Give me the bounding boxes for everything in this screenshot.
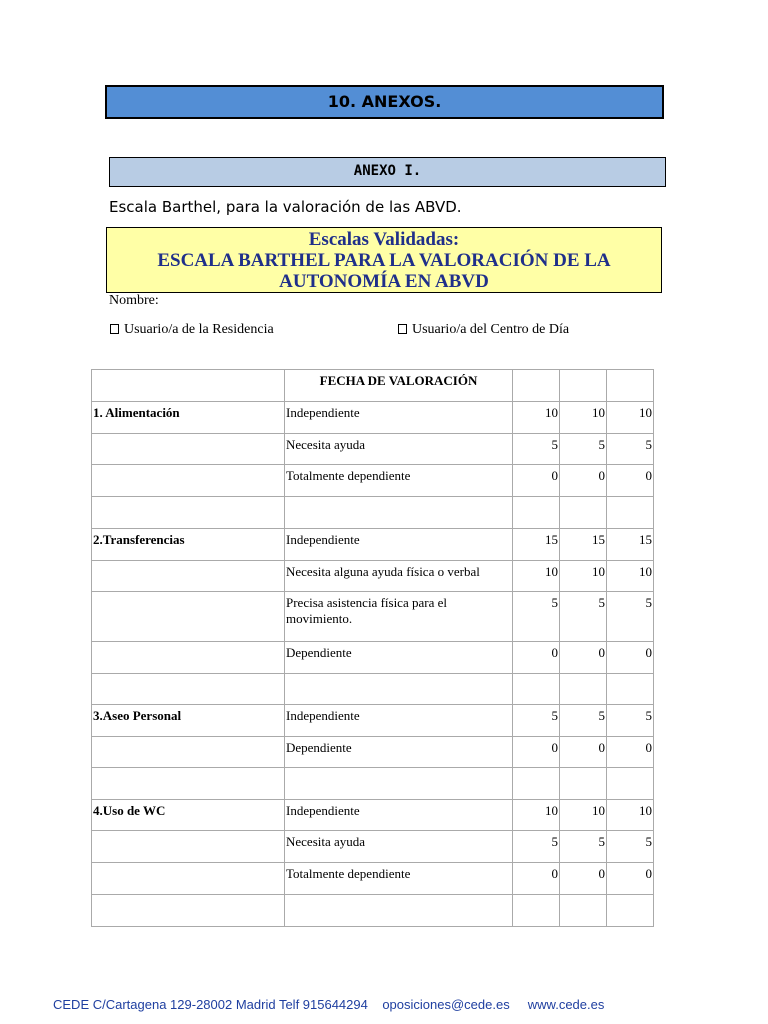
table-row	[92, 863, 654, 895]
table-row	[92, 402, 654, 434]
table-row	[92, 434, 654, 465]
barthel-table	[91, 369, 654, 927]
score-cell: 5	[607, 592, 654, 642]
score-cell: 0	[513, 465, 560, 497]
score-cell: 0	[513, 863, 560, 895]
table-row	[92, 465, 654, 497]
footer-address: CEDE C/Cartagena 129-28002 Madrid Telf 915644294	[53, 997, 368, 1012]
option-residencia-label: Usuario/a de la Residencia	[124, 322, 274, 337]
annex-title: ANEXO I.	[109, 157, 666, 187]
score-cell: 10	[560, 561, 607, 592]
score-cell: 5	[560, 592, 607, 642]
category-cell	[92, 465, 285, 497]
description-cell: Totalmente dependiente	[285, 465, 513, 497]
score-cell: 15	[513, 529, 560, 561]
score-cell: 5	[607, 434, 654, 465]
option-residencia[interactable]	[110, 322, 274, 338]
description-cell: Independiente	[285, 529, 513, 561]
score-cell	[607, 895, 654, 927]
table-header-row	[92, 370, 654, 402]
date-cell-3	[607, 370, 654, 402]
description-cell: Necesita alguna ayuda física o verbal	[285, 561, 513, 592]
score-cell	[607, 768, 654, 800]
scale-title-line2: AUTONOMÍA EN ABVD	[279, 271, 489, 292]
score-cell	[513, 895, 560, 927]
score-cell	[560, 497, 607, 529]
table-row	[92, 497, 654, 529]
checkbox-icon[interactable]	[398, 324, 407, 334]
score-cell	[560, 768, 607, 800]
score-cell: 5	[513, 705, 560, 737]
score-cell: 0	[607, 642, 654, 674]
score-cell: 10	[607, 402, 654, 434]
footer-web[interactable]: www.cede.es	[527, 997, 605, 1012]
category-cell	[92, 863, 285, 895]
score-cell: 0	[513, 737, 560, 768]
score-cell: 15	[560, 529, 607, 561]
table-row	[92, 561, 654, 592]
score-cell	[560, 674, 607, 705]
score-cell: 0	[560, 642, 607, 674]
score-cell: 5	[513, 592, 560, 642]
description-cell	[285, 768, 513, 800]
table-row	[92, 768, 654, 800]
score-cell: 5	[513, 434, 560, 465]
category-cell	[92, 434, 285, 465]
score-cell: 0	[607, 465, 654, 497]
description-cell: Independiente	[285, 705, 513, 737]
footer-email[interactable]: oposiciones@cede.es	[382, 997, 510, 1012]
score-cell: 5	[560, 831, 607, 863]
header-empty-cell	[92, 370, 285, 402]
score-cell: 5	[560, 705, 607, 737]
description-cell: Independiente	[285, 800, 513, 831]
score-cell: 5	[560, 434, 607, 465]
table-row	[92, 642, 654, 674]
category-cell	[92, 497, 285, 529]
score-cell: 10	[513, 561, 560, 592]
score-cell: 0	[607, 863, 654, 895]
score-cell: 5	[513, 831, 560, 863]
score-cell: 15	[607, 529, 654, 561]
table-row	[92, 592, 654, 642]
description-cell: Totalmente dependiente	[285, 863, 513, 895]
scale-title-box	[106, 227, 662, 293]
option-centro-dia-label: Usuario/a del Centro de Día	[412, 322, 570, 337]
table-row	[92, 737, 654, 768]
table-row	[92, 674, 654, 705]
score-cell: 10	[513, 800, 560, 831]
score-cell	[607, 674, 654, 705]
section-title: 10. ANEXOS.	[105, 85, 664, 119]
score-cell: 10	[560, 800, 607, 831]
score-cell: 10	[607, 800, 654, 831]
category-cell: 4.Uso de WC	[92, 800, 285, 831]
score-cell: 10	[513, 402, 560, 434]
table-row	[92, 800, 654, 831]
date-cell-1	[513, 370, 560, 402]
option-centro-dia[interactable]	[398, 322, 569, 338]
category-cell	[92, 768, 285, 800]
description-cell	[285, 497, 513, 529]
table-header: FECHA DE VALORACIÓN	[285, 370, 513, 402]
description-cell	[285, 674, 513, 705]
score-cell	[607, 497, 654, 529]
category-cell	[92, 561, 285, 592]
annex-description: Escala Barthel, para la valoración de las ABVD.	[109, 198, 462, 216]
nombre-label: Nombre:	[109, 293, 159, 308]
description-cell: Independiente	[285, 402, 513, 434]
description-cell: Dependiente	[285, 737, 513, 768]
category-cell	[92, 737, 285, 768]
description-cell: Dependiente	[285, 642, 513, 674]
category-cell: 3.Aseo Personal	[92, 705, 285, 737]
score-cell: 5	[607, 705, 654, 737]
category-cell	[92, 642, 285, 674]
category-cell	[92, 592, 285, 642]
score-cell: 0	[607, 737, 654, 768]
description-cell: Necesita ayuda	[285, 434, 513, 465]
score-cell: 10	[607, 561, 654, 592]
score-cell: 0	[560, 737, 607, 768]
table-row	[92, 895, 654, 927]
score-cell	[513, 768, 560, 800]
table-row	[92, 529, 654, 561]
scale-subtitle: Escalas Validadas:	[308, 229, 460, 250]
category-cell	[92, 831, 285, 863]
score-cell: 5	[607, 831, 654, 863]
page-footer	[53, 997, 604, 1012]
description-cell: Necesita ayuda	[285, 831, 513, 863]
description-cell: Precisa asistencia física para el movimiento.	[285, 592, 513, 642]
description-cell	[285, 895, 513, 927]
score-cell: 0	[560, 465, 607, 497]
scale-title-line1: ESCALA BARTHEL PARA LA VALORACIÓN DE LA	[157, 250, 611, 271]
score-cell	[513, 674, 560, 705]
score-cell	[513, 497, 560, 529]
score-cell: 0	[513, 642, 560, 674]
category-cell: 2.Transferencias	[92, 529, 285, 561]
score-cell: 0	[560, 863, 607, 895]
checkbox-icon[interactable]	[110, 324, 119, 334]
score-cell: 10	[560, 402, 607, 434]
date-cell-2	[560, 370, 607, 402]
table-row	[92, 705, 654, 737]
table-row	[92, 831, 654, 863]
category-cell	[92, 674, 285, 705]
score-cell	[560, 895, 607, 927]
category-cell	[92, 895, 285, 927]
category-cell: 1. Alimentación	[92, 402, 285, 434]
